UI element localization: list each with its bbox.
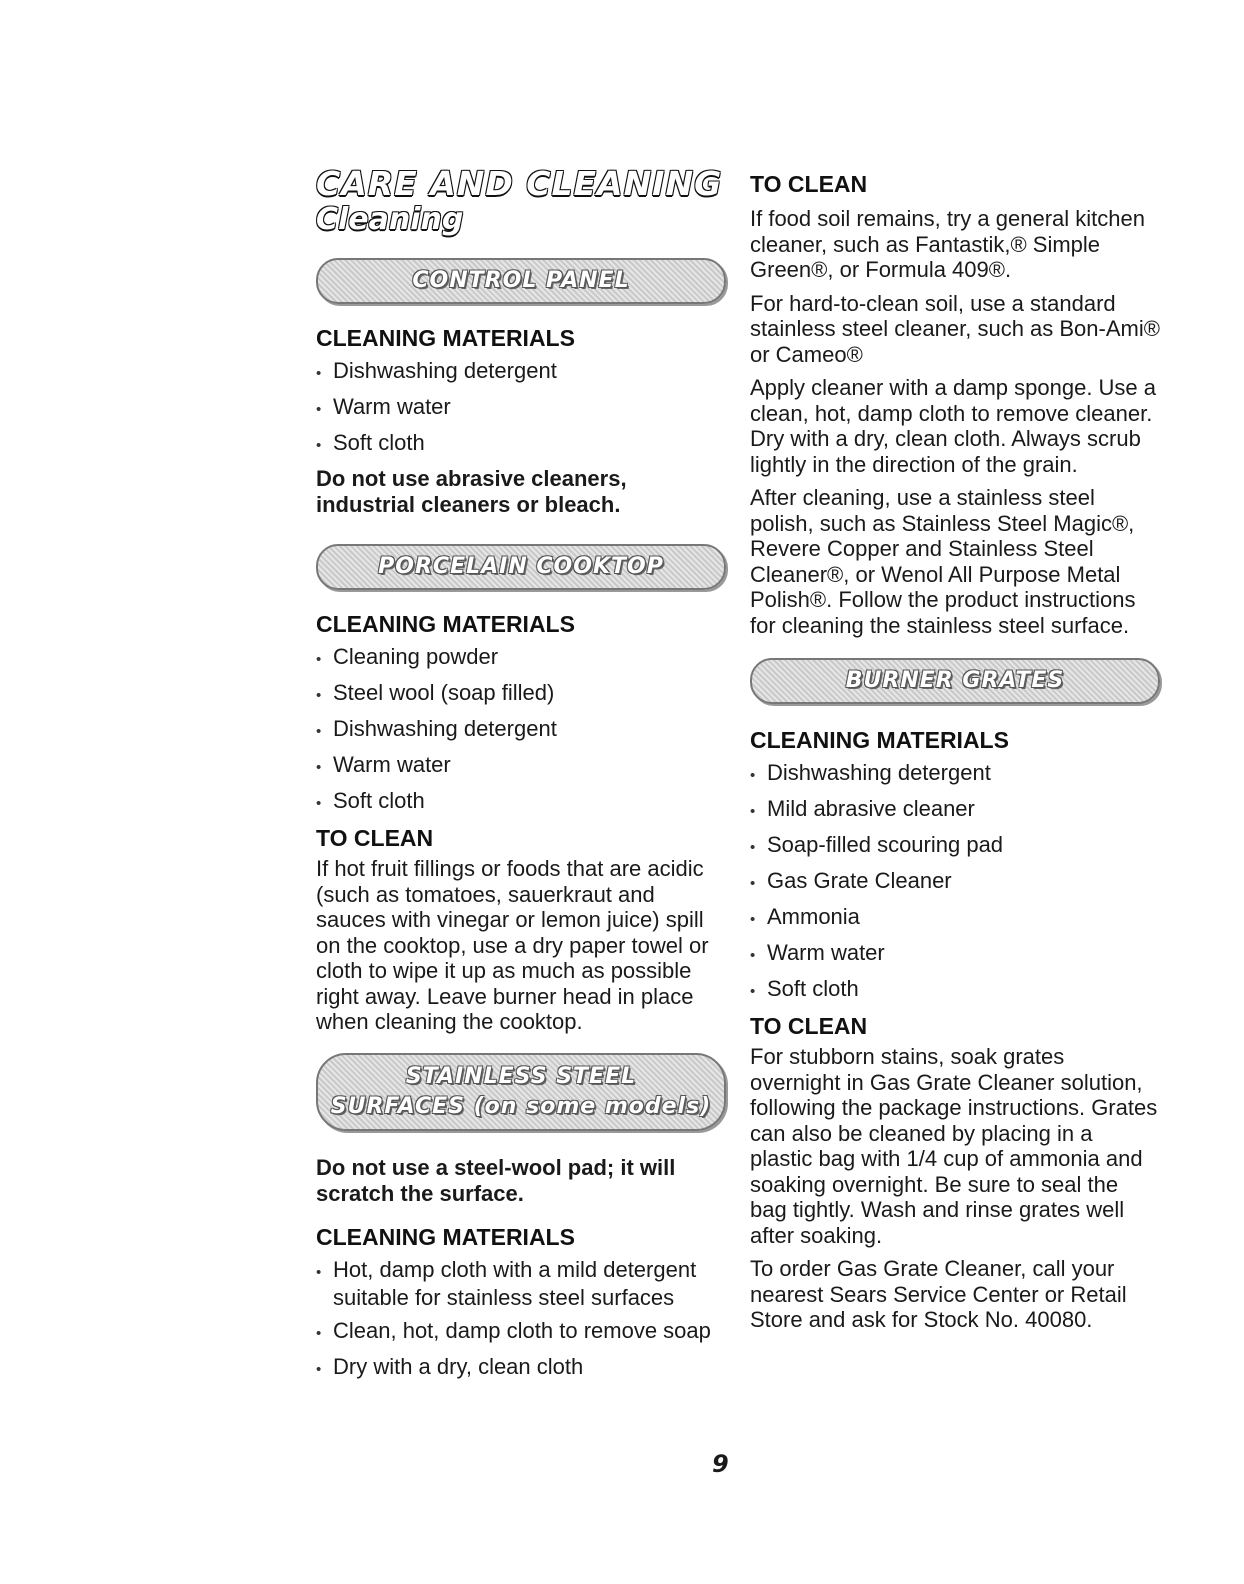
- list-item: • Dishwashing detergent: [316, 716, 726, 744]
- control-panel-banner-label: CONTROL PANEL: [412, 268, 630, 293]
- control-panel-warning: Do not use abrasive cleaners, industrial cleaners or bleach.: [316, 466, 627, 517]
- list-item: • Soft cloth: [316, 430, 726, 458]
- list-item: • Dishwashing detergent: [316, 358, 726, 386]
- burner-paragraph: To order Gas Grate Cleaner, call your nearest Sears Service Center or Retail Store and ask for Stock No. 40080.: [750, 1256, 1127, 1332]
- list-item: • Steel wool (soap filled): [316, 680, 726, 708]
- stainless-steel-banner-label: [331, 1062, 711, 1122]
- list-item: • Dry with a dry, clean cloth: [316, 1354, 726, 1382]
- control-panel-materials-list: [316, 358, 726, 458]
- left-column: [316, 258, 726, 1390]
- stainless-materials-list: [316, 1257, 726, 1382]
- porcelain-to-clean-heading: TO CLEAN: [316, 825, 434, 851]
- burner-grates-banner: [750, 658, 1160, 704]
- stainless-materials-heading: CLEANING MATERIALS: [316, 1223, 575, 1250]
- burner-materials-heading: CLEANING MATERIALS: [750, 727, 1009, 753]
- list-item: • Mild abrasive cleaner: [750, 796, 1160, 824]
- burner-paragraph: For stubborn stains, soak grates overnight in Gas Grate Cleaner solution, following the package instructions. Grates can also be cleaned by placing in a plastic bag with 1/4 cup of ammonia and soaking overnight. Be sure to seal the bag tightly. Wash and rinse grates well after soaking.: [750, 1044, 1158, 1248]
- stainless-to-clean-heading: TO CLEAN: [750, 171, 868, 197]
- stainless-paragraph: If food soil remains, try a general kitchen cleaner, such as Fantastik,® Simple Green®, or Formula 409®.: [750, 206, 1145, 282]
- list-item: • Soap-filled scouring pad: [750, 832, 1160, 860]
- burner-grates-banner-label: BURNER GRATES: [845, 668, 1065, 693]
- burner-to-clean-heading: TO CLEAN: [750, 1013, 868, 1039]
- stainless-paragraph: For hard-to-clean soil, use a standard stainless steel cleaner, such as Bon-Ami® or Cameo®: [750, 290, 1160, 367]
- list-item: • Warm water: [316, 394, 726, 422]
- list-item: • Warm water: [316, 752, 726, 780]
- porcelain-materials-list: [316, 644, 726, 816]
- stainless-banner-line2: SURFACES (on some models): [330, 1093, 712, 1119]
- porcelain-materials-heading: CLEANING MATERIALS: [316, 611, 575, 637]
- list-item: • Ammonia: [750, 904, 1160, 932]
- list-item: • Hot, damp cloth with a mild detergent suitable for stainless steel surfaces: [316, 1257, 726, 1310]
- list-item: • Cleaning powder: [316, 644, 726, 672]
- stainless-paragraph: After cleaning, use a stainless steel polish, such as Stainless Steel Magic®, Revere Copper and Stainless Steel Cleaner®, or Wenol All Purpose Metal Polish®. Follow the product instructions for cleaning the stainless steel surface.: [750, 485, 1136, 638]
- porcelain-to-clean-text: If hot fruit fillings or foods that are acidic (such as tomatoes, sauerkraut and sauces with vinegar or lemon juice) spill on the cooktop, use a dry paper towel or cloth to wipe it up as much as possible right away. Leave burner head in place when cleaning the cooktop.: [316, 856, 709, 1034]
- stainless-banner-line1: STAINLESS STEEL: [405, 1063, 637, 1089]
- right-column: [750, 170, 1160, 1341]
- list-item: • Soft cloth: [316, 788, 726, 816]
- stainless-warning: Do not use a steel-wool pad; it will scratch the surface.: [316, 1154, 676, 1206]
- list-item: • Clean, hot, damp cloth to remove soap: [316, 1318, 726, 1346]
- porcelain-cooktop-banner: [316, 544, 726, 590]
- page-title: CARE AND CLEANING: [316, 164, 723, 203]
- control-panel-materials-heading: CLEANING MATERIALS: [316, 325, 575, 351]
- stainless-steel-banner: [316, 1053, 726, 1131]
- list-item: • Gas Grate Cleaner: [750, 868, 1160, 896]
- page-number: 9: [712, 1450, 729, 1478]
- page-subtitle: Cleaning: [316, 202, 464, 237]
- list-item: • Dishwashing detergent: [750, 760, 1160, 788]
- stainless-paragraph: Apply cleaner with a damp sponge. Use a clean, hot, damp cloth to remove cleaner. Dry with a dry, clean cloth. Always scrub lightly in the direction of the grain.: [750, 375, 1157, 477]
- list-item: • Soft cloth: [750, 976, 1160, 1004]
- control-panel-banner: [316, 258, 726, 304]
- list-item: • Warm water: [750, 940, 1160, 968]
- porcelain-cooktop-banner-label: PORCELAIN COOKTOP: [378, 554, 664, 579]
- burner-materials-list: [750, 760, 1160, 1004]
